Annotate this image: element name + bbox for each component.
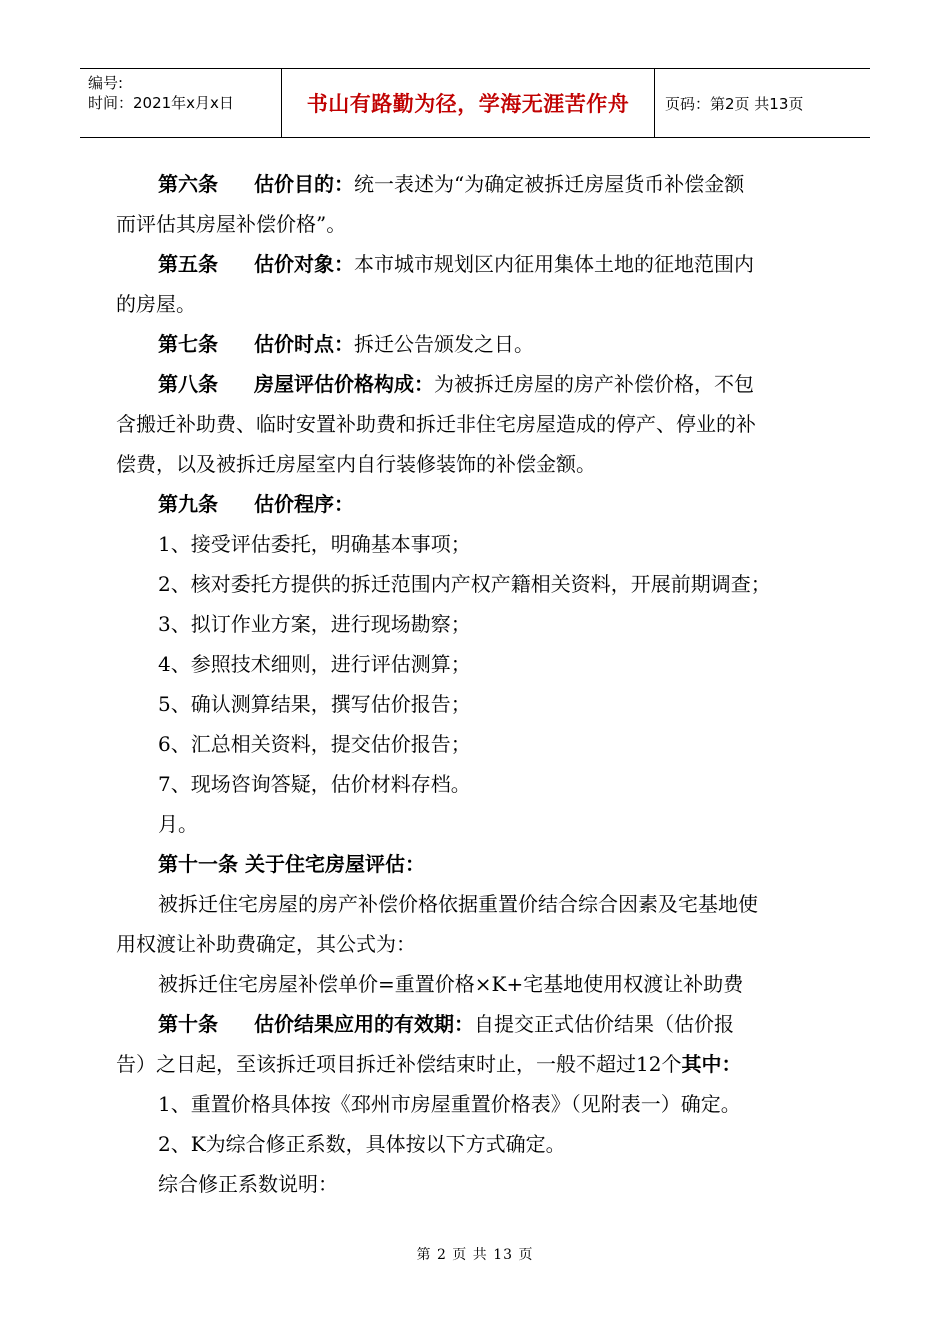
article-8-line1: 第八条 房屋评估价格构成：为被拆迁房屋的房产补偿价格，不包: [158, 372, 754, 396]
article-5-line1: 第五条 估价对象：本市城市规划区内征用集体土地的征地范围内: [158, 252, 754, 276]
article-7-line1: 第七条 估价时点：拆迁公告颁发之日。: [158, 332, 534, 356]
article-8-line3: 偿费，以及被拆迁房屋室内自行装修装饰的补偿金额。: [116, 452, 596, 476]
procedure-step-7: 7、现场咨询答疑，估价材料存档。: [158, 772, 471, 796]
procedure-step-5: 5、确认测算结果，撰写估价报告；: [158, 692, 471, 716]
procedure-step-4: 4、参照技术细则，进行评估测算；: [158, 652, 471, 676]
procedure-step-3: 3、拟订作业方案，进行现场勘察；: [158, 612, 471, 636]
article-11-title: 第十一条 关于住宅房屋评估：: [158, 852, 425, 876]
coefficient-note: 综合修正系数说明：: [158, 1172, 338, 1196]
article-8-line2: 含搬迁补助费、临时安置补助费和拆迁非住宅房屋造成的停产、停业的补: [116, 412, 756, 436]
article-11-line2: 用权渡让补助费确定，其公式为：: [116, 932, 416, 956]
header-table: [80, 68, 870, 138]
article-10-line1: 第十条 估价结果应用的有效期：自提交正式估价结果（估价报: [158, 1012, 734, 1036]
article-6-line1: 第六条 估价目的：统一表述为“为确定被拆迁房屋货币补偿金额: [158, 172, 745, 196]
item-2: 2、K为综合修正系数，具体按以下方式确定。: [158, 1132, 566, 1156]
header-meta: [80, 69, 282, 137]
procedure-step-2: 2、核对委托方提供的拆迁范围内产权产籍相关资料，开展前期调查；: [158, 572, 771, 596]
page-footer: 第 2 页 共 13 页: [416, 1247, 534, 1263]
formula-line: 被拆迁住宅房屋补偿单价=重置价格×K+宅基地使用权渡让补助费: [158, 972, 744, 996]
article-9-title: 第九条 估价程序：: [158, 492, 354, 516]
page-number: 页码：第2页 共13页: [665, 94, 804, 113]
article-5-line2: 的房屋。: [116, 292, 196, 316]
document-body: [116, 164, 832, 1204]
article-11-line1: 被拆迁住宅房屋的房产补偿价格依据重置价结合综合因素及宅基地使: [158, 892, 758, 916]
item-1: 1、重置价格具体按《邳州市房屋重置价格表》（见附表一）确定。: [158, 1092, 741, 1116]
stray-text: 月。: [158, 812, 198, 836]
procedure-step-1: 1、接受评估委托，明确基本事项；: [158, 532, 471, 556]
procedure-step-6: 6、汇总相关资料，提交估价报告；: [158, 732, 471, 756]
article-10-line2: 告）之日起，至该拆迁项目拆迁补偿结束时止，一般不超过12个其中：: [116, 1052, 742, 1076]
time-label: 时间：2021年x月x日: [88, 94, 234, 112]
code-label: 编号:: [88, 74, 124, 92]
article-6-line2: 而评估其房屋补偿价格”。: [116, 212, 347, 236]
motto: 书山有路勤为径，学海无涯苦作舟: [282, 69, 655, 137]
